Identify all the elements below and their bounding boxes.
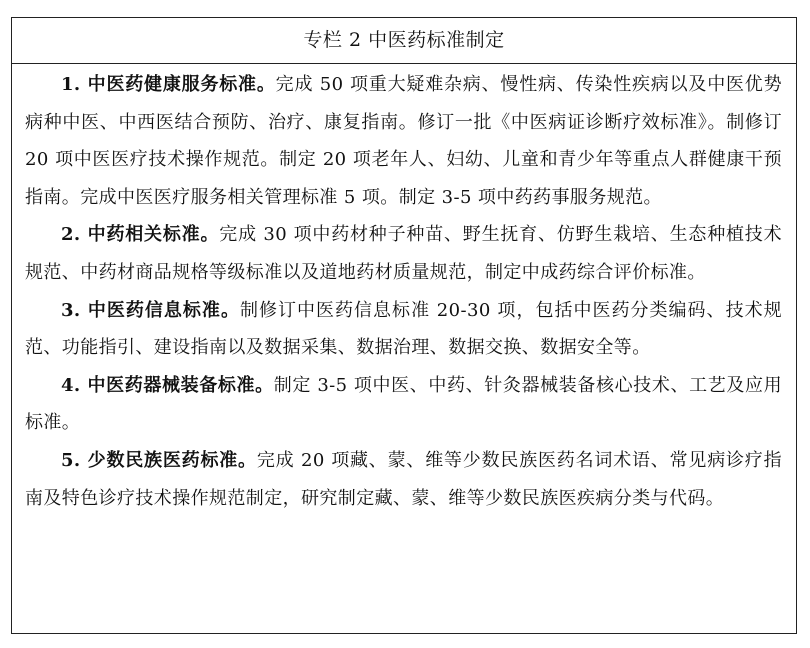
- paragraph-text: 完成 20 项藏、蒙、维等少数民族医药名词术语、常见病诊疗指南及特色诊疗技术操作规范制定，研究制定藏、蒙、维等少数民族医疾病分类与代码。: [25, 449, 782, 509]
- paragraph-equipment-standards: [25, 367, 782, 442]
- paragraph-information-standards: [25, 292, 782, 367]
- paragraph-heading: 1. 中医药健康服务标准。: [61, 74, 276, 95]
- column-box: [11, 17, 797, 634]
- paragraph-heading: 4. 中医药器械装备标准。: [61, 374, 274, 396]
- paragraph-text: 制定 3-5 项中医、中药、针灸器械装备核心技术、工艺及应用标准。: [25, 374, 782, 434]
- paragraph-heading: 3. 中医药信息标准。: [61, 299, 240, 321]
- paragraph-text: 完成 50 项重大疑难杂病、慢性病、传染性疾病以及中医优势病种中医、中西医结合预防、治疗、康复指南。修订一批《中医病证诊断疗效标准》。制修订 20 项中医医疗技术操作规范。制定 20 项老年人、妇幼、儿童和青少年等重点人群健康干预指南。完成中医医疗服务相关管理标准 5 项。制定 3-5 项中药药事服务规范。: [25, 74, 782, 208]
- paragraph-herbal-standards: [25, 216, 782, 291]
- column-body: [12, 64, 796, 517]
- paragraph-ethnic-medicine-standards: [25, 442, 782, 517]
- paragraph-heading: 2. 中药相关标准。: [61, 224, 220, 246]
- paragraph-heading: 5. 少数民族医药标准。: [61, 449, 257, 471]
- paragraph-health-service-standards: [25, 66, 782, 216]
- column-title: 专栏 2 中医药标准制定: [12, 18, 796, 64]
- paragraph-text: 制修订中医药信息标准 20-30 项，包括中医药分类编码、技术规范、功能指引、建设指南以及数据采集、数据治理、数据交换、数据安全等。: [25, 299, 782, 359]
- paragraph-text: 完成 30 项中药材种子种苗、野生抚育、仿野生栽培、生态种植技术规范、中药材商品规格等级标准以及道地药材质量规范，制定中成药综合评价标准。: [25, 224, 782, 283]
